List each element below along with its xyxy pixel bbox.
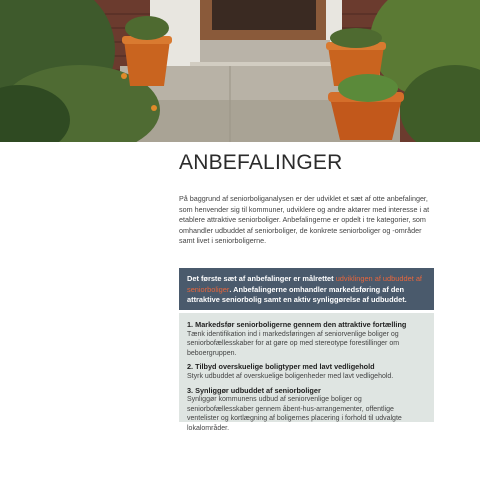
recommendations-list [179, 313, 434, 432]
callout-text-after: . Anbefalingerne omhandler markedsføring af den attraktive seniorbolig samt en aktiv synliggørelse af udbuddet. [187, 284, 407, 304]
list-item-heading: 2. Tilbyd overskuelige boligtyper med lavt vedligehold [187, 362, 375, 372]
list-item-body: Tænk identifikation ind i markedsføringen af seniorvenlige boliger og seniorbofællesskaber for at gøre op med stereotype forestillinger om beboergruppen. [187, 330, 400, 357]
list-item-body: Synliggør kommunens udbud af seniorvenlige boliger og seniorbofællesskaber gennem åbent-hus-arrangementer, offentlige ventelister og kortlægning af boligernes placering i forhold til udvalgte lokalområder. [187, 396, 402, 432]
intro-paragraph: På baggrund af seniorboliganalysen er der udviklet et sæt af otte anbefalinger, som henvender sig til kommuner, udviklere og andre aktører med interesse i at etablere attraktive seniorboliger. Anbefalingerne er opdelt i tre kategorier, som omhandler udbuddet af seniorboliger, de konkrete seniorboliger og -områder samt livet i seniorboligerne. [179, 194, 430, 245]
list-item-body: Styrk udbuddet af overskuelige boligenheder med lavt vedligehold. [187, 372, 394, 380]
callout-highlight: udviklingen af udbuddet af seniorboliger [187, 274, 422, 294]
main-content [179, 150, 435, 254]
list-item-heading: 1. Markedsfør seniorboligerne gennem den attraktive fortælling [187, 320, 407, 329]
page-title: ANBEFALINGER [179, 151, 343, 174]
list-item [187, 362, 426, 381]
hero-photo [0, 0, 480, 142]
callout-box [179, 268, 434, 310]
callout-text-before: Det første sæt af anbefalinger er målrettet [187, 274, 336, 283]
list-item-heading: 3. Synliggør udbuddet af seniorboliger [187, 385, 321, 395]
list-item [187, 320, 426, 358]
list-item [187, 386, 426, 434]
doorstep-plants-illustration [0, 0, 480, 142]
